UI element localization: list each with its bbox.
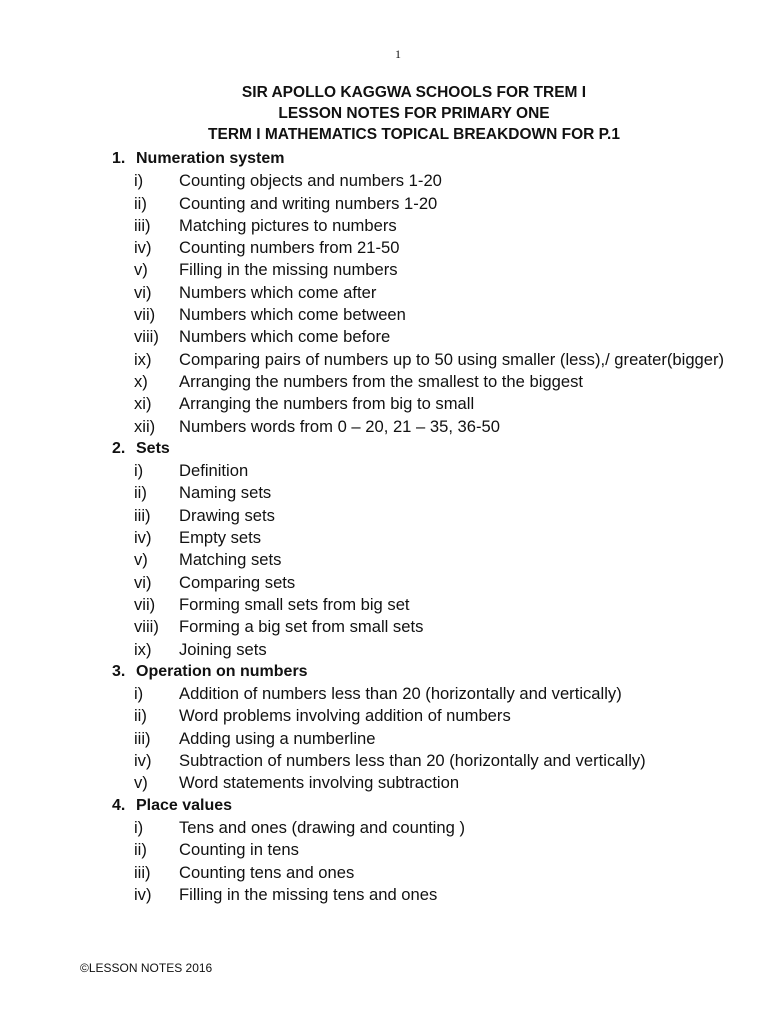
item-text: Joining sets [179,639,267,659]
item-text: Comparing sets [179,572,296,592]
item-numeral: vii) [134,305,156,325]
item-numeral: v) [134,773,148,793]
list-item [112,505,732,527]
list-item [112,237,732,259]
item-numeral: i) [134,171,144,191]
item-numeral: iii) [134,215,151,235]
topic-list [112,148,732,906]
section-title: Place values [136,796,233,814]
section-number: 3. [112,662,126,680]
section-title: Numeration system [136,150,285,167]
item-numeral: iv) [134,238,152,258]
list-item [112,572,732,594]
document-header [0,82,768,145]
list-item [112,193,732,215]
header-topical-breakdown: TERM I MATHEMATICS TOPICAL BREAKDOWN FOR P.1 [208,126,620,143]
item-text: Addition of numbers less than 20 (horizontally and vertically) [179,684,622,704]
item-text: Numbers which come before [179,327,391,347]
list-item [112,549,732,571]
item-numeral: viii) [134,617,159,637]
section-title: Sets [136,439,170,457]
item-text: Filling in the missing tens and ones [179,884,438,904]
section-number: 4. [112,796,126,814]
list-item [112,304,732,326]
list-item [112,884,732,906]
footer-copyright: ©LESSON NOTES 2016 [80,961,213,975]
item-numeral: viii) [134,327,159,347]
item-text: Drawing sets [179,505,275,525]
list-item [112,282,732,304]
list-item [112,482,732,504]
item-numeral: ii) [134,193,147,213]
item-text: Empty sets [179,528,262,548]
item-text: Word problems involving addition of numbers [179,706,511,726]
item-text: Counting tens and ones [179,862,355,882]
list-item [112,259,732,281]
item-numeral: iii) [134,505,151,525]
item-numeral: xii) [134,416,156,436]
item-text: Filling in the missing numbers [179,260,398,280]
list-item [112,683,732,705]
section-heading [112,148,732,170]
list-item [112,527,732,549]
list-item [112,862,732,884]
item-text: Numbers which come between [179,305,406,325]
item-text: Word statements involving subtraction [179,773,460,793]
item-text: Counting numbers from 21-50 [179,238,400,258]
item-numeral: iii) [134,728,151,748]
item-text: Matching pictures to numbers [179,215,397,235]
item-numeral: iii) [134,862,151,882]
item-text: Numbers which come after [179,282,377,302]
item-numeral: x) [134,371,148,391]
list-item [112,215,732,237]
list-item [112,817,732,839]
item-numeral: i) [134,461,144,481]
item-text: Forming small sets from big set [179,594,410,614]
item-numeral: ii) [134,483,147,503]
section-title: Operation on numbers [136,662,308,680]
item-numeral: vii) [134,594,156,614]
item-text: Comparing pairs of numbers up to 50 using smaller (less),/ greater(bigger) [179,349,725,369]
section [112,148,732,438]
item-numeral: iv) [134,751,152,771]
item-numeral: ii) [134,840,147,860]
header-lesson-notes: LESSON NOTES FOR PRIMARY ONE [278,105,550,122]
section-heading [112,795,732,817]
list-item [112,170,732,192]
item-text: Counting and writing numbers 1-20 [179,193,438,213]
item-text: Numbers words from 0 – 20, 21 – 35, 36-50 [179,416,500,436]
item-numeral: iv) [134,884,152,904]
item-text: Arranging the numbers from the smallest to the biggest [179,371,583,391]
page-number: 1 [395,47,401,61]
header-school-title: SIR APOLLO KAGGWA SCHOOLS FOR TREM I [241,84,587,101]
list-item [112,326,732,348]
item-numeral: v) [134,550,148,570]
list-item [112,705,732,727]
section [112,438,732,661]
item-numeral: vi) [134,282,152,302]
item-numeral: i) [134,684,144,704]
section-heading [112,661,732,683]
item-numeral: ix) [134,349,152,369]
item-numeral: xi) [134,394,152,414]
item-text: Forming a big set from small sets [179,617,424,637]
list-item [112,728,732,750]
item-text: Counting in tens [179,840,299,860]
item-text: Matching sets [179,550,282,570]
section [112,661,732,795]
item-numeral: v) [134,260,148,280]
item-numeral: vi) [134,572,152,592]
item-text: Subtraction of numbers less than 20 (horizontally and vertically) [179,751,646,771]
list-item [112,349,732,371]
list-item [112,772,732,794]
list-item [112,460,732,482]
list-item [112,416,732,438]
item-text: Definition [179,461,249,481]
item-text: Arranging the numbers from big to small [179,394,475,414]
list-item [112,371,732,393]
list-item [112,750,732,772]
item-numeral: i) [134,817,144,837]
item-text: Naming sets [179,483,272,503]
item-numeral: ii) [134,706,147,726]
section-number: 2. [112,439,126,457]
list-item [112,839,732,861]
item-text: Counting objects and numbers 1-20 [179,171,442,191]
item-numeral: iv) [134,528,152,548]
section-number: 1. [112,150,126,167]
item-text: Adding using a numberline [179,728,376,748]
list-item [112,594,732,616]
item-numeral: ix) [134,639,152,659]
item-text: Tens and ones (drawing and counting ) [179,817,465,837]
section [112,795,732,906]
list-item [112,393,732,415]
list-item [112,616,732,638]
list-item [112,639,732,661]
section-heading [112,438,732,460]
